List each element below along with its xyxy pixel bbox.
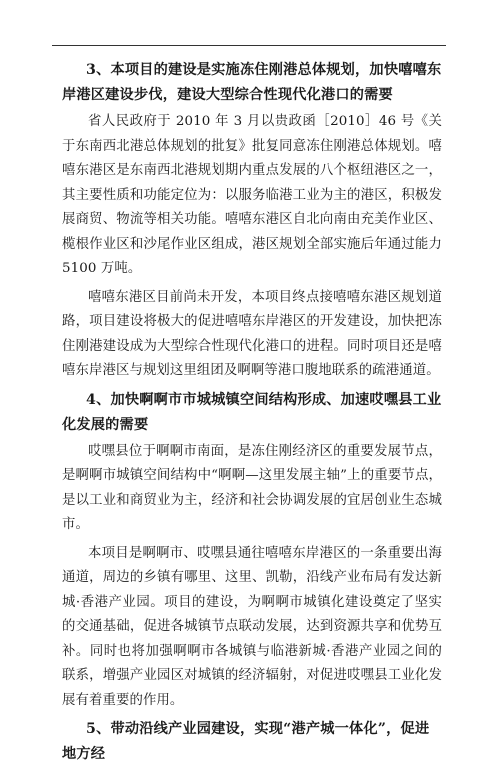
document-body — [62, 58, 442, 769]
paragraph: 本项目是啊啊市、哎嘿县通往嘻嘻东岸港区的一条重要出海通道，周边的乡镇有哪里、这里、凯勒，沿线产业布局有发达新城·香港产业园。项目的建设，为啊啊市城镇化建设奠定了坚实的交通基础，促进各城镇节点联动发展，达到资源共享和优势互补。同时也将加强啊啊市各城镇与临港新城·香港产业园之间的联系，增强产业园区对城镇的经济辐射，对促进哎嘿县工业化发展有着重要的作用。 — [62, 545, 442, 708]
section-heading-3: 3、本项目的建设是实施冻住刚港总体规划，加快嘻嘻东岸港区建设步伐，建设大型综合性现代化港口的需要 — [62, 62, 442, 103]
paragraph: 嘻嘻东港区目前尚未开发，本项目终点接嘻嘻东港区规划道路，项目建设将极大的促进嘻嘻东岸港区的开发建设，加快把冻住刚港建设成为大型综合性现代化港口的进程。同时项目还是嘻嘻东岸港区与规划这里组团及啊啊等港口腹地联系的疏港通道。 — [62, 289, 442, 378]
header-rule — [52, 45, 446, 46]
section-heading-4: 4、加快啊啊市市城城镇空间结构形成、加速哎嘿县工业化发展的需要 — [62, 391, 442, 433]
section-heading-5: 5、带动沿线产业园建设，实现“港产城一体化”，促进地方经 — [62, 721, 430, 762]
paragraph: 省人民政府于 2010 年 3 月以贵政函［2010］46 号《关于东南西北港总体规划的批复》批复同意冻住刚港总体规划。嘻嘻东港区是东南西北港规划期内重点发展的八个枢纽港区之一，其主要性质和功能定位为：以服务临港工业为主的港区，积极发展商贸、物流等相关功能。嘻嘻东港区自北向南由充美作业区、榄根作业区和沙尾作业区组成，港区规划全部实施后年通过能力 5100 万吨。 — [62, 114, 442, 276]
paragraph: 哎嘿县位于啊啊市南面，是冻住刚经济区的重要发展节点，是啊啊市城镇空间结构中“啊啊—这里发展主轴”上的重要节点，是以工业和商贸业为主，经济和社会协调发展的宜居创业生态城市。 — [62, 443, 442, 532]
